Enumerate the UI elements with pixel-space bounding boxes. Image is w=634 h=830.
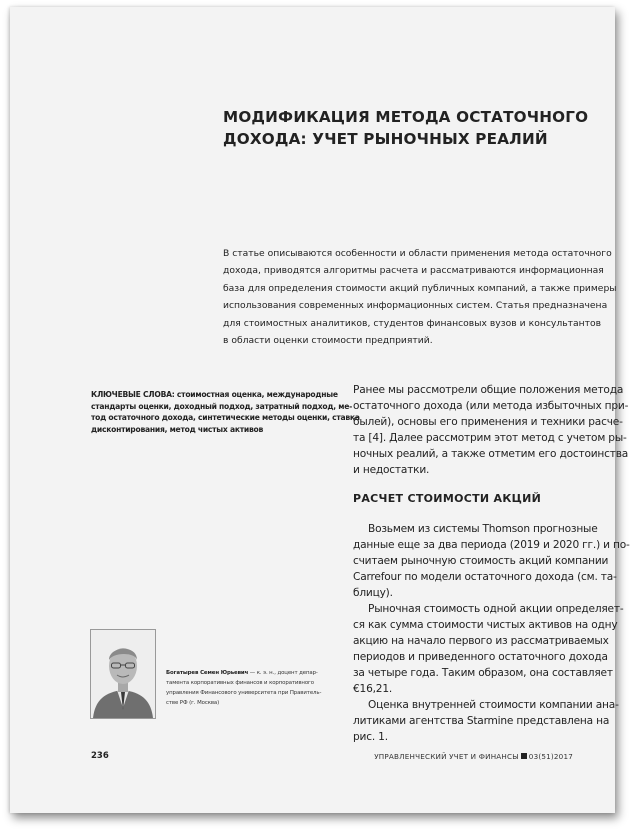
author-title: — к. э. н., доцент депар-	[248, 670, 318, 676]
abstract-line: база для определения стоимости акций публичных компаний, а также примеры	[223, 282, 617, 294]
body-line: блицу).	[353, 587, 393, 599]
author-line: тамента корпоративных финансов и корпоративного	[166, 680, 314, 686]
body-line: Рыночная стоимость одной акции определяет-	[368, 603, 624, 615]
body-line: остаточного дохода (или метода избыточных при-	[353, 400, 629, 412]
keywords-line: КЛЮЧЕВЫЕ СЛОВА: стоимостная оценка, международные	[91, 390, 338, 399]
abstract-line: В статье описываются особенности и области применения метода остаточного	[223, 248, 612, 259]
abstract-line: для стоимостных аналитиков, студентов финансовых вузов и консультантов	[223, 317, 601, 329]
author-info	[166, 668, 326, 708]
author-portrait-icon	[91, 630, 155, 718]
title-line: МОДИФИКАЦИЯ МЕТОДА ОСТАТОЧНОГО	[223, 108, 589, 126]
keywords-line: стандарты оценки, доходный подход, затратный подход, ме-	[91, 401, 353, 411]
author-line: стве РФ (г. Москва)	[166, 700, 220, 706]
title-line: ДОХОДА: УЧЕТ РЫНОЧНЫХ РЕАЛИЙ	[223, 130, 548, 148]
abstract-line: дохода, приводятся алгоритмы расчета и рассматриваются информационная	[223, 265, 604, 277]
abstract-line: использования современных информационных систем. Статья предназначена	[223, 300, 608, 312]
keywords-block	[91, 389, 360, 435]
page-number: 236	[91, 751, 109, 761]
keywords-line: дисконтирования, метод чистых активов	[91, 424, 264, 434]
section-heading: РАСЧЕТ СТОИМОСТИ АКЦИЙ	[353, 492, 542, 505]
intro-paragraph	[353, 382, 629, 478]
author-name: Богатырев Семен Юрьевич	[166, 670, 249, 676]
body-line: былей), основы его применения и техники расче-	[353, 416, 623, 428]
abstract	[223, 245, 617, 349]
body-line: данные еще за два периода (2019 и 2020 гг.) и по-	[353, 539, 630, 551]
square-separator-icon	[521, 753, 527, 759]
author-line: управления Финансового университета при Правитель-	[166, 690, 322, 696]
journal-page	[10, 7, 630, 813]
body-line: ся как сумма стоимости чистых активов на одну	[353, 619, 618, 631]
article-title	[223, 106, 589, 150]
body-line: Возьмем из системы Thomson прогнозные	[368, 523, 598, 535]
body-line: считаем рыночную стоимость акций компании	[353, 555, 609, 567]
journal-name: УПРАВЛЕНЧЕСКИЙ УЧЕТ И ФИНАНСЫ	[374, 752, 519, 761]
body-line: Ранее мы рассмотрели общие положения метода	[353, 384, 624, 396]
body-line: та [4]. Далее рассмотрим этот метод с учетом ры-	[353, 432, 627, 444]
keywords-line: тод остаточного дохода, синтетические методы оценки, ставка	[91, 413, 360, 422]
abstract-line: в области оценки стоимости предприятий.	[223, 335, 433, 347]
body-line: рис. 1.	[353, 731, 388, 743]
body-line: акцию на начало первого из рассматриваемых	[353, 635, 609, 647]
body-line: Carrefour по модели остаточного дохода (см. та-	[353, 571, 617, 583]
body-line: Оценка внутренней стоимости компании ана-	[368, 699, 619, 711]
body-line: за четыре года. Таким образом, она составляет	[353, 667, 613, 679]
issue-number: 03(51)2017	[528, 752, 573, 761]
body-line: и недостатки.	[353, 464, 430, 476]
body-line: периодов и приведенного остаточного дохода	[353, 651, 608, 663]
body-line: литиками агентства Starmine представлена на	[353, 715, 610, 727]
section-body	[353, 521, 630, 745]
body-line: ночных реалий, а также отметим его достоинства	[353, 448, 629, 460]
running-footer	[374, 752, 573, 761]
body-line: €16,21.	[353, 683, 393, 695]
author-photo	[90, 629, 156, 719]
